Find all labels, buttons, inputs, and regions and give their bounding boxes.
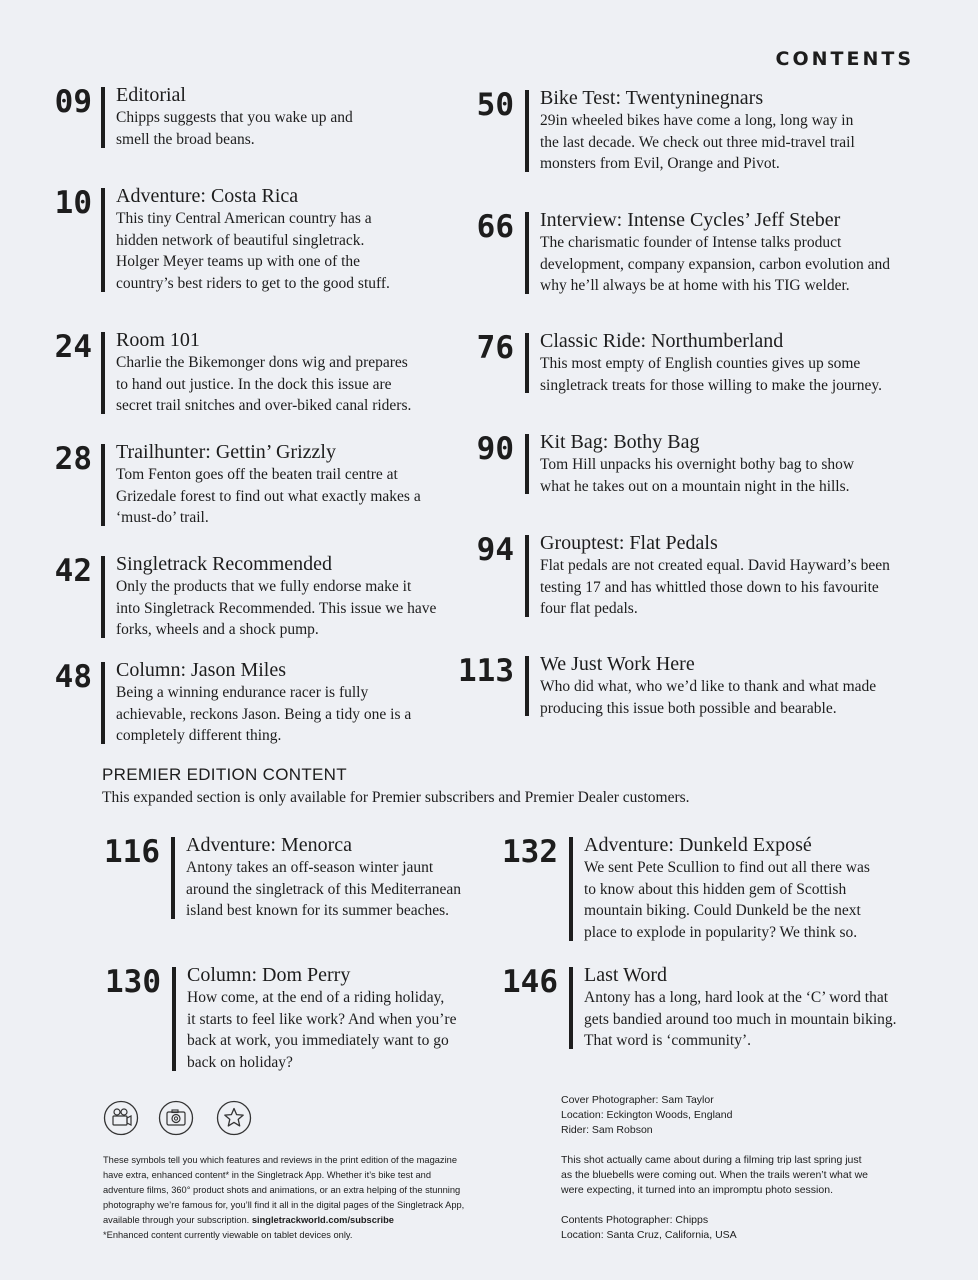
- entry-desc-line: Antony takes an off-season winter jaunt: [186, 859, 434, 876]
- entry-title: Room 101: [116, 329, 200, 351]
- page-number: 48: [54, 659, 92, 695]
- entry-desc-line: into Singletrack Recommended. This issue we have: [116, 599, 437, 617]
- page-number: 94: [476, 532, 514, 568]
- entry-desc-line: back on holiday?: [187, 1053, 293, 1071]
- divider-bar: [525, 90, 529, 172]
- entry-title: Classic Ride: Northumberland: [540, 330, 784, 352]
- entry-desc-line: development, company expansion, carbon evolution and: [540, 255, 890, 273]
- divider-bar: [101, 188, 105, 292]
- note-line: [103, 1213, 523, 1228]
- entry-desc-line: forks, wheels and a shock pump.: [116, 621, 319, 638]
- entry-desc-line: to know about this hidden gem of Scottish: [584, 880, 847, 898]
- cover-story-line: were expecting, it turned into an impromptu photo session.: [561, 1184, 833, 1196]
- entry-50[interactable]: [458, 86, 938, 172]
- divider-bar: [101, 87, 105, 148]
- premier-section-title: PREMIER EDITION CONTENT: [102, 765, 347, 784]
- divider-bar: [101, 662, 105, 744]
- note-line: adventure films, 360° product shots and animations, or an extra helping of the stunning: [103, 1185, 461, 1195]
- divider-bar: [525, 535, 529, 617]
- entry-title: Adventure: Dunkeld Exposé: [584, 834, 812, 856]
- divider-bar: [569, 837, 573, 941]
- entry-90[interactable]: [458, 430, 938, 494]
- entry-desc-line: mountain biking. Could Dunkeld be the next: [584, 902, 861, 919]
- divider-bar: [101, 556, 105, 638]
- entry-title: Grouptest: Flat Pedals: [540, 532, 718, 554]
- entry-desc-line: Grizedale forest to find out what exactly makes a: [116, 487, 421, 505]
- cover-location: Location: Eckington Woods, England: [561, 1109, 733, 1121]
- entry-desc-line: Chipps suggests that you wake up and: [116, 109, 353, 126]
- entry-desc-line: Holger Meyer teams up with one of the: [116, 253, 361, 270]
- entry-desc-line: ‘must-do’ trail.: [116, 509, 209, 526]
- contents-location: Location: Santa Cruz, California, USA: [561, 1229, 737, 1241]
- entry-desc-line: country’s best riders to get to the good stuff.: [116, 274, 390, 292]
- entry-title: Column: Dom Perry: [187, 964, 351, 986]
- entry-130[interactable]: [105, 963, 485, 1071]
- entry-94[interactable]: [458, 531, 938, 617]
- cover-story-line: as the bluebells were coming out. When the trails weren’t what we: [561, 1169, 868, 1181]
- entry-desc-line: How come, at the end of a riding holiday,: [187, 989, 445, 1006]
- enhanced-content-note: [103, 1153, 523, 1243]
- note-line: photography we’re famous for, you’ll find it all in the digital pages of the Singletrack App,: [103, 1200, 465, 1210]
- entry-132[interactable]: [502, 833, 932, 941]
- entry-24[interactable]: [52, 328, 452, 414]
- subscribe-link[interactable]: singletrackworld.com/subscribe: [251, 1215, 394, 1225]
- photo-camera-icon: [158, 1100, 194, 1136]
- entry-desc-line: secret trail snitches and over-biked canal riders.: [116, 397, 412, 414]
- entry-title: Kit Bag: Bothy Bag: [540, 431, 700, 453]
- entry-desc-line: around the singletrack of this Mediterranean: [186, 880, 462, 898]
- page-number: 28: [54, 441, 92, 477]
- entry-10[interactable]: [52, 184, 452, 292]
- page-number: 113: [458, 653, 514, 689]
- page-number: 116: [104, 834, 160, 870]
- entry-desc-line: This tiny Central American country has a: [116, 210, 372, 227]
- entry-desc-line: singletrack treats for those willing to make the journey.: [540, 376, 883, 394]
- entry-title: Editorial: [116, 84, 186, 106]
- entry-desc-line: back at work, you immediately want to go: [187, 1032, 449, 1049]
- entry-desc-line: The charismatic founder of Intense talks product: [540, 234, 842, 251]
- entry-desc-line: 29in wheeled bikes have come a long, long way in: [540, 112, 854, 129]
- entry-desc-line: it starts to feel like work? And when you’re: [187, 1010, 457, 1028]
- entry-66[interactable]: [458, 208, 938, 294]
- entry-desc-line: We sent Pete Scullion to find out all there was: [584, 859, 870, 876]
- page-number: 50: [476, 87, 514, 123]
- divider-bar: [525, 212, 529, 294]
- entry-desc-line: Tom Hill unpacks his overnight bothy bag to show: [540, 456, 855, 473]
- divider-bar: [171, 837, 175, 919]
- note-line: have extra, enhanced content* in the Singletrack App. Whether it’s bike test and: [103, 1170, 432, 1180]
- note-line: These symbols tell you which features and reviews in the print edition of the magazine: [103, 1155, 457, 1165]
- entry-desc-line: Antony has a long, hard look at the ‘C’ word that: [584, 989, 889, 1006]
- divider-bar: [525, 656, 529, 716]
- entry-09[interactable]: [52, 83, 452, 148]
- rider: Rider: Sam Robson: [561, 1124, 653, 1136]
- entry-desc-line: This most empty of English counties gives up some: [540, 355, 861, 372]
- entry-desc-line: Charlie the Bikemonger dons wig and prepares: [116, 354, 408, 371]
- page-number: 76: [476, 330, 514, 366]
- page-number: 66: [476, 209, 514, 245]
- divider-bar: [172, 967, 176, 1071]
- entry-desc-line: what he takes out on a mountain night in the hills.: [540, 477, 850, 495]
- entry-title: Interview: Intense Cycles’ Jeff Steber: [540, 209, 841, 231]
- entry-desc-line: island best known for its summer beaches.: [186, 902, 450, 919]
- entry-title: Adventure: Menorca: [186, 834, 353, 856]
- entry-desc-line: to hand out justice. In the dock this issue are: [116, 375, 392, 393]
- cover-photographer: Cover Photographer: Sam Taylor: [561, 1094, 714, 1106]
- entry-title: Column: Jason Miles: [116, 659, 287, 681]
- divider-bar: [525, 333, 529, 393]
- page-number: 42: [54, 553, 92, 589]
- entry-desc-line: four flat pedals.: [540, 600, 638, 617]
- note-text: available through your subscription.: [103, 1215, 250, 1225]
- footnote: *Enhanced content currently viewable on tablet devices only.: [103, 1230, 353, 1240]
- entry-116[interactable]: [104, 833, 484, 919]
- entry-desc-line: gets bandied around too much in mountain biking.: [584, 1010, 897, 1028]
- entry-76[interactable]: [458, 329, 938, 393]
- entry-42[interactable]: [52, 552, 452, 638]
- entry-desc-line: completely different thing.: [116, 727, 282, 744]
- video-camera-icon: [103, 1100, 139, 1136]
- entry-desc-line: producing this issue both possible and bearable.: [540, 699, 837, 717]
- entry-desc-line: the last decade. We check out three mid-travel trail: [540, 133, 855, 151]
- page-number: 10: [54, 185, 92, 221]
- entry-desc-line: smell the broad beans.: [116, 130, 255, 148]
- entry-title: We Just Work Here: [540, 653, 695, 675]
- divider-bar: [525, 434, 529, 494]
- page-number: 24: [54, 329, 92, 365]
- entry-48[interactable]: [52, 658, 452, 744]
- divider-bar: [101, 332, 105, 414]
- cover-story-line: This shot actually came about during a filming trip last spring just: [561, 1154, 862, 1166]
- page-number: 146: [502, 964, 558, 1000]
- entry-desc-line: Being a winning endurance racer is fully: [116, 684, 369, 701]
- entry-28[interactable]: [52, 440, 452, 526]
- entry-desc-line: Tom Fenton goes off the beaten trail centre at: [116, 466, 398, 483]
- entry-desc-line: Who did what, who we’d like to thank and what made: [540, 678, 877, 695]
- entry-desc-line: why he’ll always be at home with his TIG welder.: [540, 277, 850, 294]
- entry-desc-line: achievable, reckons Jason. Being a tidy one is a: [116, 705, 412, 723]
- page-heading: CONTENTS: [775, 48, 914, 70]
- divider-bar: [101, 444, 105, 526]
- page-number: 90: [476, 431, 514, 467]
- entry-desc-line: place to explode in popularity? We think so.: [584, 923, 858, 941]
- entry-desc-line: testing 17 and has whittled those down to his favourite: [540, 578, 879, 596]
- page-number: 09: [54, 84, 92, 120]
- premier-section-subtitle: This expanded section is only available for Premier subscribers and Premier Dealer customers.: [102, 789, 690, 806]
- page-number: 130: [105, 964, 161, 1000]
- entry-title: Bike Test: Twentyninegnars: [540, 87, 764, 109]
- photo-credits: [561, 1093, 941, 1243]
- page-number: 132: [502, 834, 558, 870]
- entry-113[interactable]: [458, 652, 938, 716]
- entry-title: Last Word: [584, 964, 668, 986]
- contents-photographer: Contents Photographer: Chipps: [561, 1214, 709, 1226]
- entry-title: Trailhunter: Gettin’ Grizzly: [116, 441, 336, 463]
- entry-title: Adventure: Costa Rica: [116, 185, 299, 207]
- star-icon: [216, 1100, 252, 1136]
- entry-desc-line: Only the products that we fully endorse make it: [116, 578, 412, 595]
- entry-desc-line: That word is ‘community’.: [584, 1032, 752, 1049]
- entry-desc-line: hidden network of beautiful singletrack.: [116, 231, 365, 249]
- entry-desc-line: Flat pedals are not created equal. David Hayward’s been: [540, 557, 890, 574]
- divider-bar: [569, 967, 573, 1049]
- entry-desc-line: monsters from Evil, Orange and Pivot.: [540, 155, 780, 172]
- entry-title: Singletrack Recommended: [116, 553, 333, 575]
- entry-146[interactable]: [502, 963, 932, 1049]
